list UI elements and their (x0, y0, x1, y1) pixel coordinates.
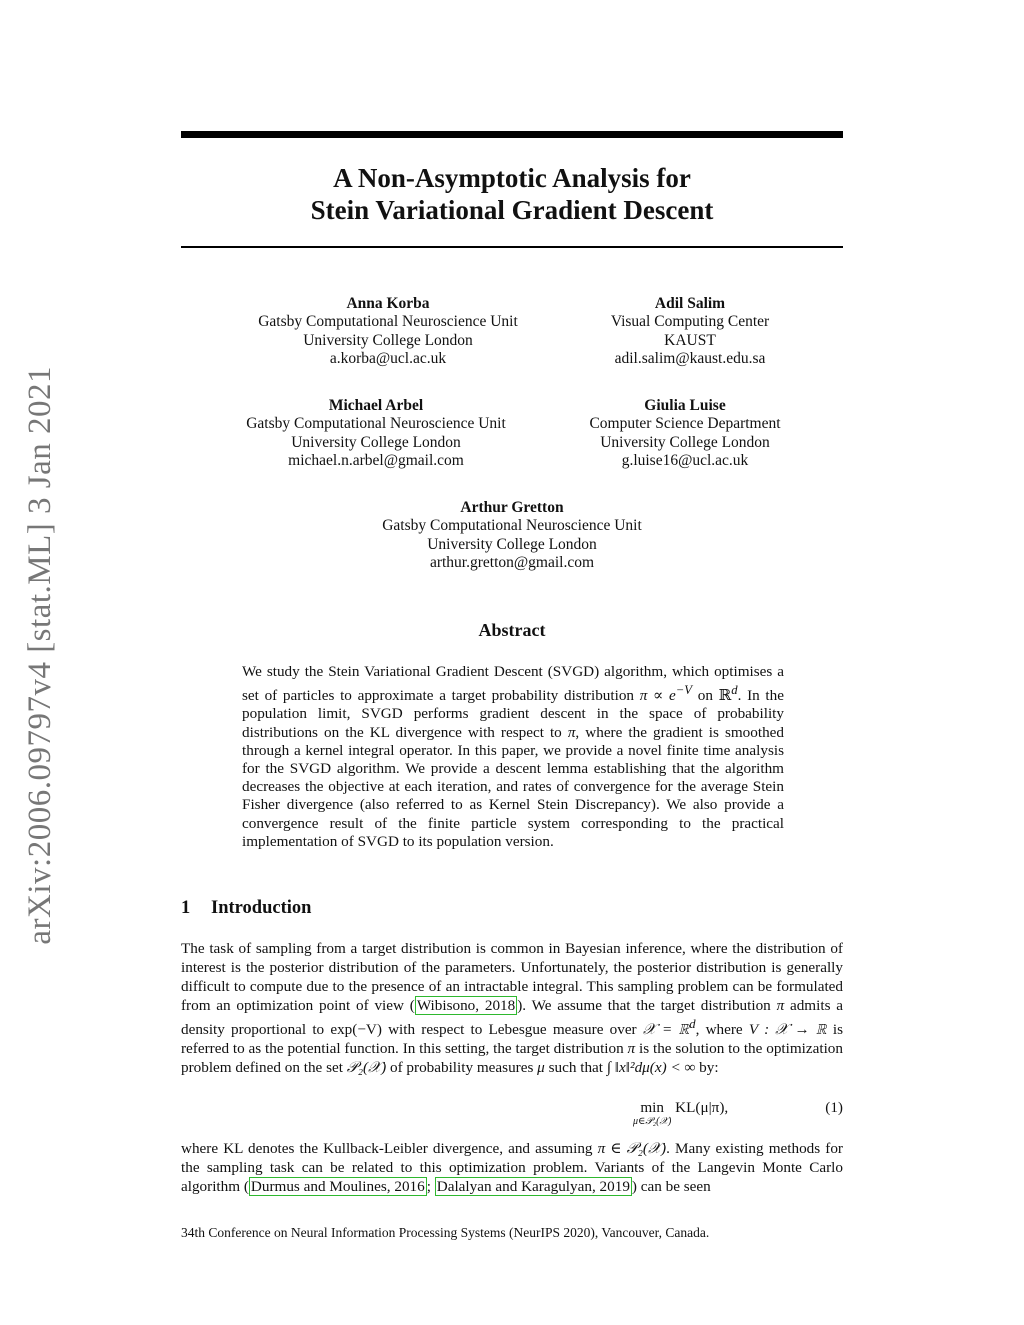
citation-link[interactable]: Dalalyan and Karagulyan, 2019 (436, 1178, 630, 1195)
math-inline: V : 𝒳 → ℝ (748, 1021, 827, 1039)
equation-1 (181, 1097, 843, 1131)
intro-paragraph-2: where KL denotes the Kullback-Leibler divergence, and assuming π ∈ 𝒫₂(𝒳). Many existing methods for the sampling task can be related to this optimization problem. Variants of the Langevin Monte Carlo algorithm ( Durmus and Moulines, 2016 ; Dalalyan and Karagulyan, 2019 ) can be seen (181, 1140, 843, 1195)
author-name: Anna Korba (346, 295, 430, 312)
author-affiliation: Gatsby Computational Neuroscience Unit (382, 517, 642, 535)
math-inline: π ∝ e (639, 687, 676, 705)
math-inline: π (567, 723, 576, 741)
author-affiliation: KAUST (664, 331, 716, 349)
math-inline: 𝒫₂(𝒳) (346, 1059, 387, 1077)
citation-link[interactable]: Wibisono, 2018 (416, 997, 516, 1014)
arxiv-identifier: arXiv:2006.09797v4 [stat.ML] 3 Jan 2021 (21, 365, 58, 945)
author-name: Arthur Gretton (460, 499, 564, 516)
math-inline: 𝒳 = ℝ (642, 1021, 690, 1039)
author-affiliation: Computer Science Department (589, 415, 781, 433)
author-block (570, 295, 810, 368)
author-block (352, 499, 672, 572)
abstract-heading: Abstract (478, 620, 546, 640)
author-email: g.luise16@ucl.ac.uk (621, 451, 749, 469)
author-name: Giulia Luise (644, 397, 726, 414)
author-email: michael.n.arbel@gmail.com (288, 451, 464, 469)
author-affiliation: University College London (303, 331, 473, 349)
author-affiliation: University College London (600, 433, 770, 451)
title-top-rule (181, 131, 843, 138)
author-name: Adil Salim (654, 295, 726, 312)
author-affiliation: Gatsby Computational Neuroscience Unit (246, 415, 506, 433)
section-title: Introduction (211, 898, 312, 918)
author-block (216, 397, 536, 470)
author-email: a.korba@ucl.ac.uk (329, 349, 447, 367)
math-inline: ∫ ‖x‖²dμ(x) < ∞ (606, 1059, 696, 1077)
section-number: 1 (181, 898, 191, 918)
author-name: Michael Arbel (328, 397, 424, 414)
author-affiliation: University College London (291, 433, 461, 451)
author-affiliation: University College London (427, 535, 597, 553)
math-inline: exp(−V) (330, 1021, 382, 1039)
math-inline: ℝ (718, 687, 732, 705)
title-line-2: Stein Variational Gradient Descent (310, 195, 714, 225)
intro-paragraph-1: The task of sampling from a target distribution is common in Bayesian inference, where the distribution of interest is the posterior distribution of the parameters. Unfortunately, the posterior distribution is generally difficult to compute due to the presence of an intractable integral. This sampling problem can be formulated from an optimization point of view ( Wibisono, 2018 ). We assume that the target distribution π admits a density proportional to exp(−V) with respect to Lebesgue measure over 𝒳 = ℝ$^d$, where V : 𝒳 → ℝ is referred to as the potential function. In this setting, the target distribution π is the solution to the optimization problem defined on the set 𝒫₂(𝒳) of probability measures μ such that ∫ ‖x‖²dμ(x) < ∞ by: (181, 940, 844, 1077)
title-line-1: A Non-Asymptotic Analysis for (333, 163, 691, 193)
author-block (560, 397, 810, 470)
author-email: adil.salim@kaust.edu.sa (614, 349, 766, 367)
author-email: arthur.gretton@gmail.com (429, 553, 595, 571)
title-bottom-rule (181, 246, 843, 248)
author-block (228, 295, 548, 368)
math-inline: π ∈ 𝒫₂(𝒳) (597, 1140, 667, 1157)
conference-footer: 34th Conference on Neural Information Processing Systems (NeurIPS 2020), Vancouver, Canada. (181, 1225, 710, 1240)
paper-title (181, 162, 843, 226)
equation-expression: min μ∈𝒫₂(𝒳) KL(μ|π), (633, 1099, 729, 1127)
citation-link[interactable]: Durmus and Moulines, 2016 (250, 1178, 425, 1195)
author-affiliation: Visual Computing Center (610, 313, 770, 331)
author-affiliation: Gatsby Computational Neuroscience Unit (258, 313, 518, 331)
section-heading (181, 898, 311, 919)
equation-number: (1) (825, 1099, 843, 1116)
arxiv-sidebar (20, 365, 60, 945)
abstract-text: We study the Stein Variational Gradient Descent (SVGD) algorithm, which optimises a set of particles to approximate a target probability distribution $\pi \propto e^{-V}$ on ℝ$^d$. In the population limit, SVGD performs gradient descent in the space of probability distributions on the KL divergence with respect to π, where the gradient is smoothed through a kernel integral operator. In this paper, we provide a novel finite time analysis for the SVGD algorithm. We provide a descent lemma establishing that the algorithm decreases the objective at each iteration, and rates of convergence for the average Stein Fisher divergence (also referred to as Kernel Stein Discrepancy). We also provide a convergence result of the finite particle system corresponding to the practical implementation of SVGD to its population version. (242, 663, 784, 850)
math-inline: KL (223, 1140, 243, 1157)
